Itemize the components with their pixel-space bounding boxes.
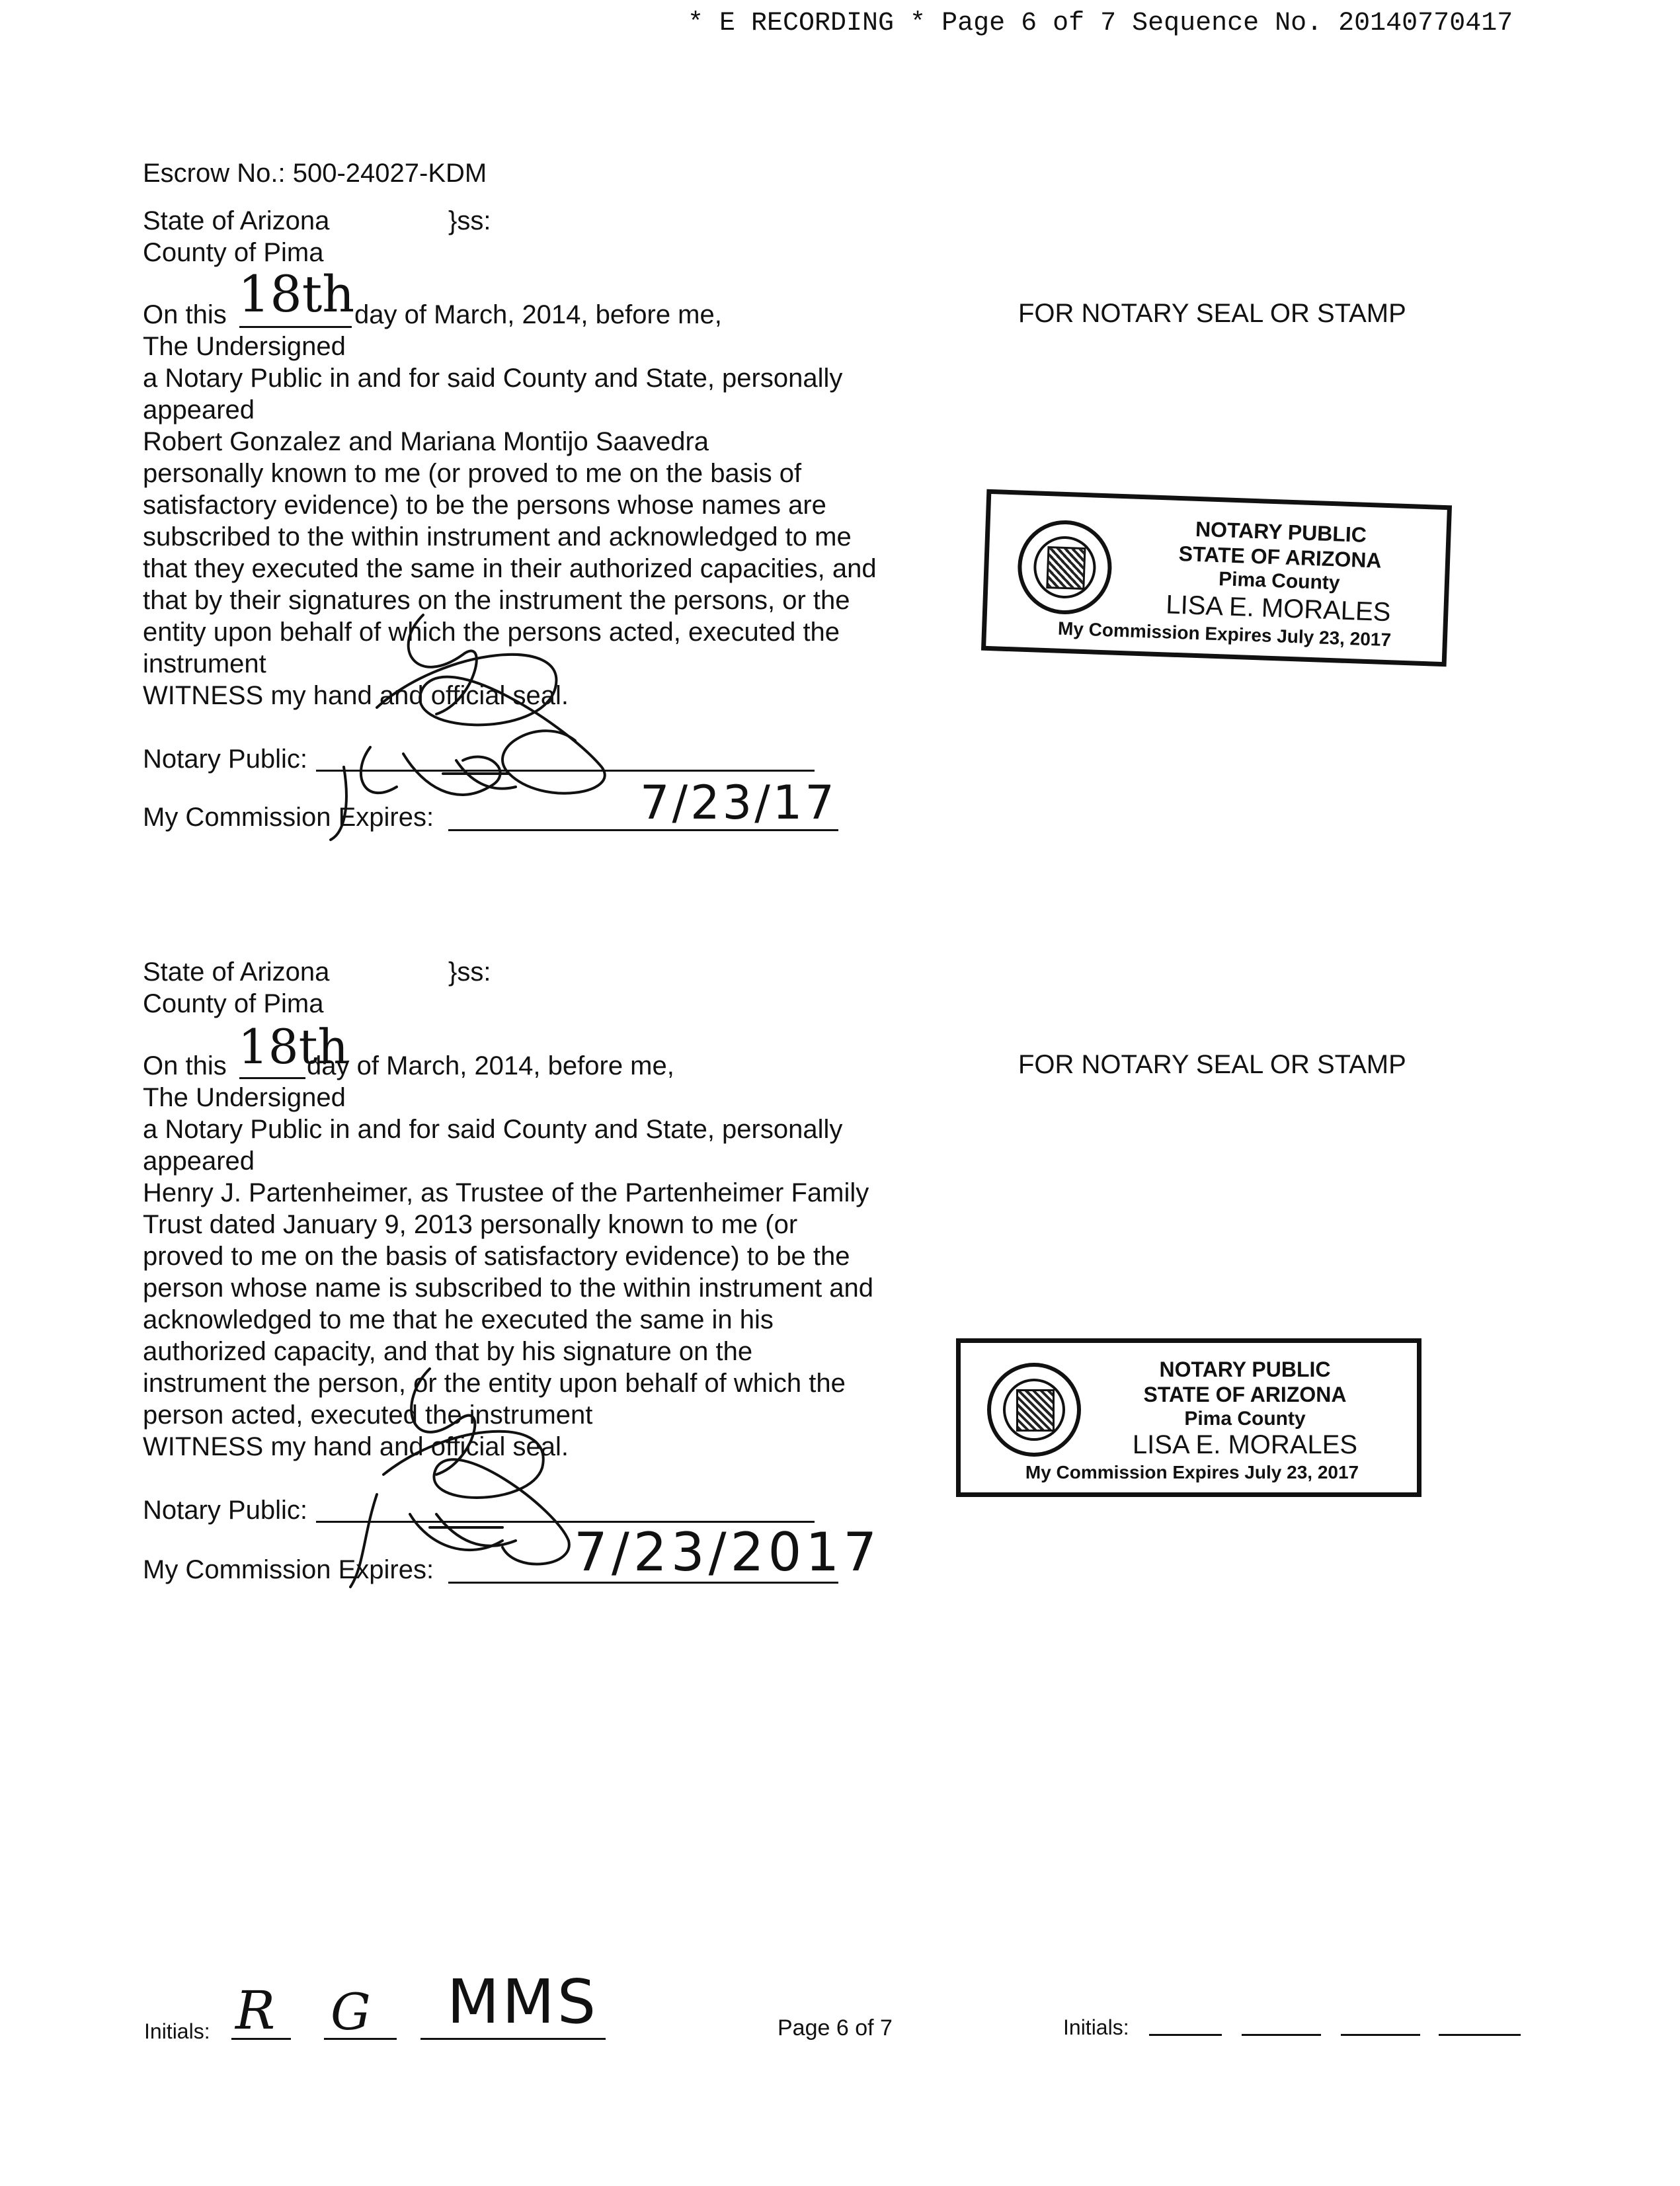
- stamp-line1: NOTARY PUBLIC: [1195, 516, 1367, 547]
- stamp-line1: NOTARY PUBLIC: [1159, 1357, 1331, 1381]
- ack1-persons: Robert Gonzalez and Mariana Montijo Saavedra: [143, 427, 709, 456]
- initials-handwritten: MMS: [447, 1966, 599, 2037]
- ack1-body-line: that they executed the same in their authorized capacities, and: [143, 554, 877, 583]
- ack1-commission-label: My Commission Expires:: [143, 803, 434, 832]
- footer-initials-left-label: Initials:: [144, 2019, 210, 2043]
- ack2-on-this: On this: [143, 1051, 227, 1080]
- ack2-undersigned: The Undersigned: [143, 1083, 346, 1112]
- ack1-notary-signature: [291, 608, 635, 846]
- ack1-witness: WITNESS my hand and official seal.: [143, 681, 569, 710]
- recording-header: * E RECORDING * Page 6 of 7 Sequence No. 20140770417: [688, 9, 1513, 38]
- stamp-line4: LISA E. MORALES: [1165, 590, 1392, 627]
- initials-blank: [1439, 2034, 1521, 2036]
- ack1-day-handwritten: 18th: [238, 264, 355, 323]
- ack1-notary-line1: a Notary Public in and for said County and State, personally: [143, 364, 843, 393]
- ack2-day-blank: [239, 1077, 305, 1079]
- ack2-commission-handwritten: 7/23/2017: [574, 1521, 881, 1583]
- stamp-line5: My Commission Expires July 23, 2017: [1057, 618, 1392, 651]
- initials-blank: [1149, 2034, 1222, 2036]
- ack1-on-this: On this: [143, 300, 227, 329]
- stamp-line2: STATE OF ARIZONA: [1178, 541, 1382, 573]
- ack2-body-line: instrument the person, or the entity upon behalf of which the: [143, 1369, 846, 1398]
- ack1-notary-stamp: [981, 489, 1452, 667]
- ack2-date-rest: day of March, 2014, before me,: [307, 1051, 674, 1080]
- ack2-notary-line2: appeared: [143, 1147, 255, 1176]
- ack1-body-line: satisfactory evidence) to be the persons whose names are: [143, 491, 826, 520]
- ack2-witness: WITNESS my hand and official seal.: [143, 1432, 569, 1461]
- ack2-ss: }ss:: [448, 957, 491, 987]
- arizona-seal-icon: [987, 1363, 1081, 1457]
- ack2-body-line: person whose name is subscribed to the within instrument and: [143, 1274, 874, 1303]
- stamp-line5: My Commission Expires July 23, 2017: [1025, 1462, 1359, 1482]
- stamp-line4: LISA E. MORALES: [1132, 1430, 1358, 1459]
- ack2-notary-stamp: [956, 1338, 1421, 1497]
- stamp-line3: Pima County: [1184, 1408, 1306, 1430]
- ack2-body-line: acknowledged to me that he executed the same in his: [143, 1305, 774, 1334]
- ack1-seal-heading: FOR NOTARY SEAL OR STAMP: [1018, 299, 1406, 328]
- ack1-undersigned: The Undersigned: [143, 332, 346, 361]
- ack2-commission-label: My Commission Expires:: [143, 1555, 434, 1584]
- ack2-body-line: Trust dated January 9, 2013 personally known to me (or: [143, 1210, 798, 1239]
- initials-blank: [1242, 2034, 1321, 2036]
- ack1-date-rest: day of March, 2014, before me,: [354, 300, 722, 329]
- footer-page-number: Page 6 of 7: [778, 2015, 893, 2041]
- ack1-ss: }ss:: [448, 206, 491, 235]
- ack2-body-line: Henry J. Partenheimer, as Trustee of the Partenheimer Family: [143, 1178, 869, 1207]
- stamp-line3: Pima County: [1218, 568, 1341, 594]
- ack2-county: County of Pima: [143, 989, 324, 1018]
- escrow-line: [143, 157, 487, 189]
- ack2-notary-public-label: Notary Public:: [143, 1496, 307, 1525]
- ack1-county: County of Pima: [143, 238, 324, 267]
- initials-handwritten: G: [331, 1982, 371, 2041]
- ack1-notary-public-label: Notary Public:: [143, 745, 307, 774]
- arizona-seal-icon: [1016, 519, 1113, 616]
- ack2-body-line: person acted, executed the instrument: [143, 1400, 593, 1430]
- ack1-body-line: that by their signatures on the instrument the persons, or the: [143, 586, 850, 615]
- initials-blank: [1341, 2034, 1420, 2036]
- initials-handwritten: R: [235, 1980, 276, 2041]
- ack1-notary-line2: appeared: [143, 395, 255, 425]
- ack1-body-line: entity upon behalf of which the persons acted, executed the: [143, 618, 840, 647]
- escrow-label: Escrow No.:: [143, 159, 286, 188]
- initials-blank: [420, 2038, 606, 2040]
- ack2-body-line: authorized capacity, and that by his signature on the: [143, 1337, 753, 1366]
- escrow-number: 500-24027-KDM: [292, 159, 487, 188]
- ack2-state: State of Arizona: [143, 957, 330, 987]
- ack1-body-line: subscribed to the within instrument and acknowledged to me: [143, 522, 852, 551]
- ack1-body-line: personally known to me (or proved to me on the basis of: [143, 459, 802, 488]
- ack2-notary-signature: [304, 1362, 582, 1600]
- ack2-day-handwritten: 18th: [238, 1019, 348, 1074]
- ack1-body-line: instrument: [143, 649, 266, 678]
- stamp-line2: STATE OF ARIZONA: [1143, 1383, 1347, 1406]
- ack2-seal-heading: FOR NOTARY SEAL OR STAMP: [1018, 1050, 1406, 1079]
- ack1-commission-handwritten: 7/23/17: [640, 776, 837, 830]
- ack1-state: State of Arizona: [143, 206, 330, 235]
- ack2-body-line: proved to me on the basis of satisfactory evidence) to be the: [143, 1242, 850, 1271]
- footer-initials-right-label: Initials:: [1063, 2015, 1129, 2039]
- ack2-notary-line1: a Notary Public in and for said County and State, personally: [143, 1115, 843, 1144]
- ack1-day-blank: [239, 326, 352, 328]
